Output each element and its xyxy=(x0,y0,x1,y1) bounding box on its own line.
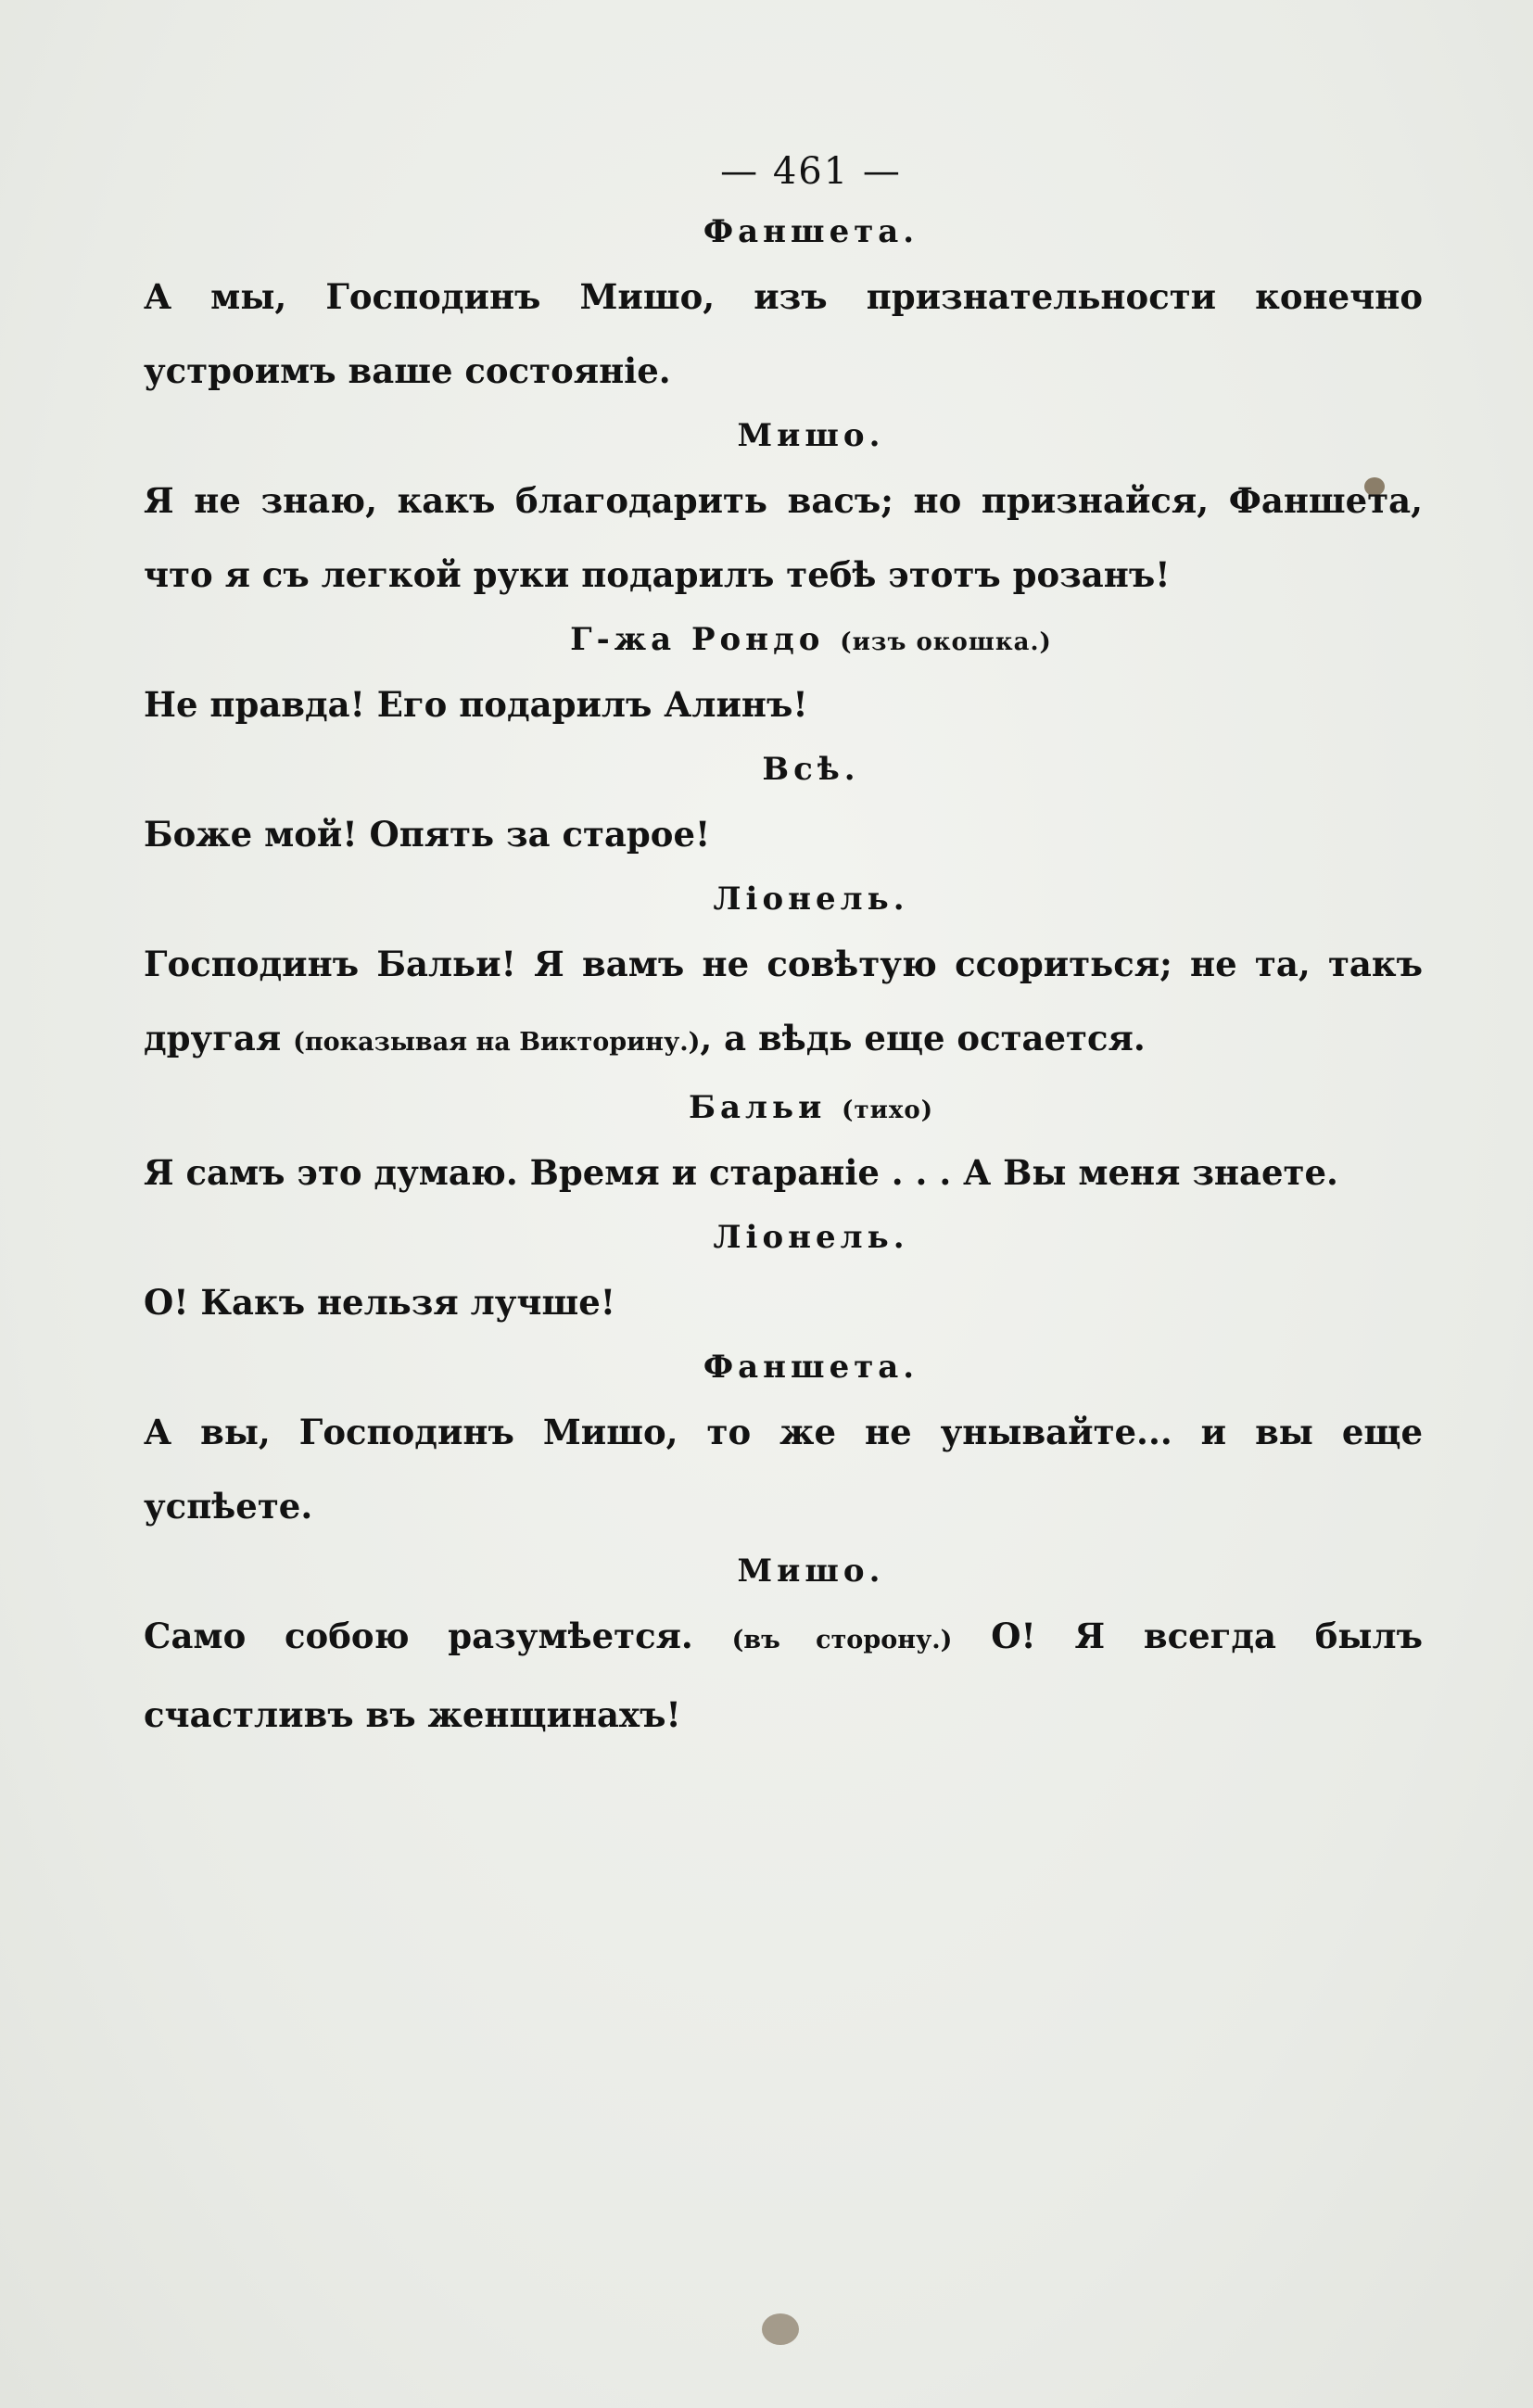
speech-line: Само собою разумѣется. xyxy=(144,1616,693,1656)
speaker-name xyxy=(199,408,1423,463)
speech-text xyxy=(144,463,1423,612)
speech-line: Боже мой! Опять за старое! xyxy=(144,814,711,855)
speech-line: А мы, Господинъ Мишо, изъ признательности конечно устроимъ ваше состояніе. xyxy=(144,276,1423,391)
speaker-label: Мишо. xyxy=(737,417,885,454)
speaker-label: Ліонель. xyxy=(713,1219,909,1256)
speaker-name xyxy=(199,1210,1423,1265)
speech-line: О! Какъ нельзя лучше! xyxy=(144,1282,616,1323)
speech-text xyxy=(144,1265,1423,1339)
stage-direction: (изъ окошка.) xyxy=(840,628,1052,656)
stage-direction: (тихо) xyxy=(842,1096,934,1124)
page-number: — 461 — xyxy=(720,150,902,193)
speaker-label: Ліонель. xyxy=(713,881,909,918)
speech-line: Не правда! Его подарилъ Алинъ! xyxy=(144,684,808,725)
speaker-label: Фаншета. xyxy=(703,213,919,250)
speech-text xyxy=(144,1135,1423,1210)
stage-direction: (въ сторону.) xyxy=(731,1626,953,1654)
speech-text xyxy=(144,927,1423,1080)
speaker-label: Г-жа Рондо xyxy=(570,621,825,658)
ink-blot xyxy=(762,2313,799,2345)
speaker-name xyxy=(199,741,1423,797)
speech-text xyxy=(144,797,1423,871)
speech-line: А вы, Господинъ Мишо, то же не унывайте... и вы еще успѣете. xyxy=(144,1412,1423,1527)
speech-text xyxy=(144,667,1423,741)
speaker-name xyxy=(199,1339,1423,1395)
text-column xyxy=(144,139,1423,1752)
stage-direction: (показывая на Викторину.) xyxy=(293,1028,701,1057)
speech-text xyxy=(144,1395,1423,1543)
speech-line: Я самъ это думаю. Время и стараніе . . . А Вы меня знаете. xyxy=(144,1152,1338,1193)
speaker-label: Всѣ. xyxy=(762,751,860,788)
speaker-label: Мишо. xyxy=(737,1553,885,1590)
speech-line-continued: , а вѣдь еще остается. xyxy=(700,1018,1146,1058)
speech-text xyxy=(144,1599,1423,1752)
speaker-name xyxy=(199,612,1423,667)
speech-text xyxy=(144,260,1423,408)
speaker-name xyxy=(199,1080,1423,1135)
speaker-label: Фаншета. xyxy=(703,1349,919,1386)
speech-line: Я не знаю, какъ благодарить васъ; но признайся, Фаншета, что я съ легкой руки подарилъ тебѣ этотъ розанъ! xyxy=(144,480,1423,595)
speech-line: Господинъ Бальи! Я вамъ не совѣтую ссориться; не та, такъ другая xyxy=(144,944,1423,1058)
speaker-label: Бальи xyxy=(688,1089,827,1126)
speech-line-continued: О! Я всегда былъ счастливъ въ женщинахъ! xyxy=(144,1616,1423,1735)
speaker-name xyxy=(199,204,1423,260)
speaker-name xyxy=(199,1543,1423,1599)
speaker-name xyxy=(199,871,1423,927)
